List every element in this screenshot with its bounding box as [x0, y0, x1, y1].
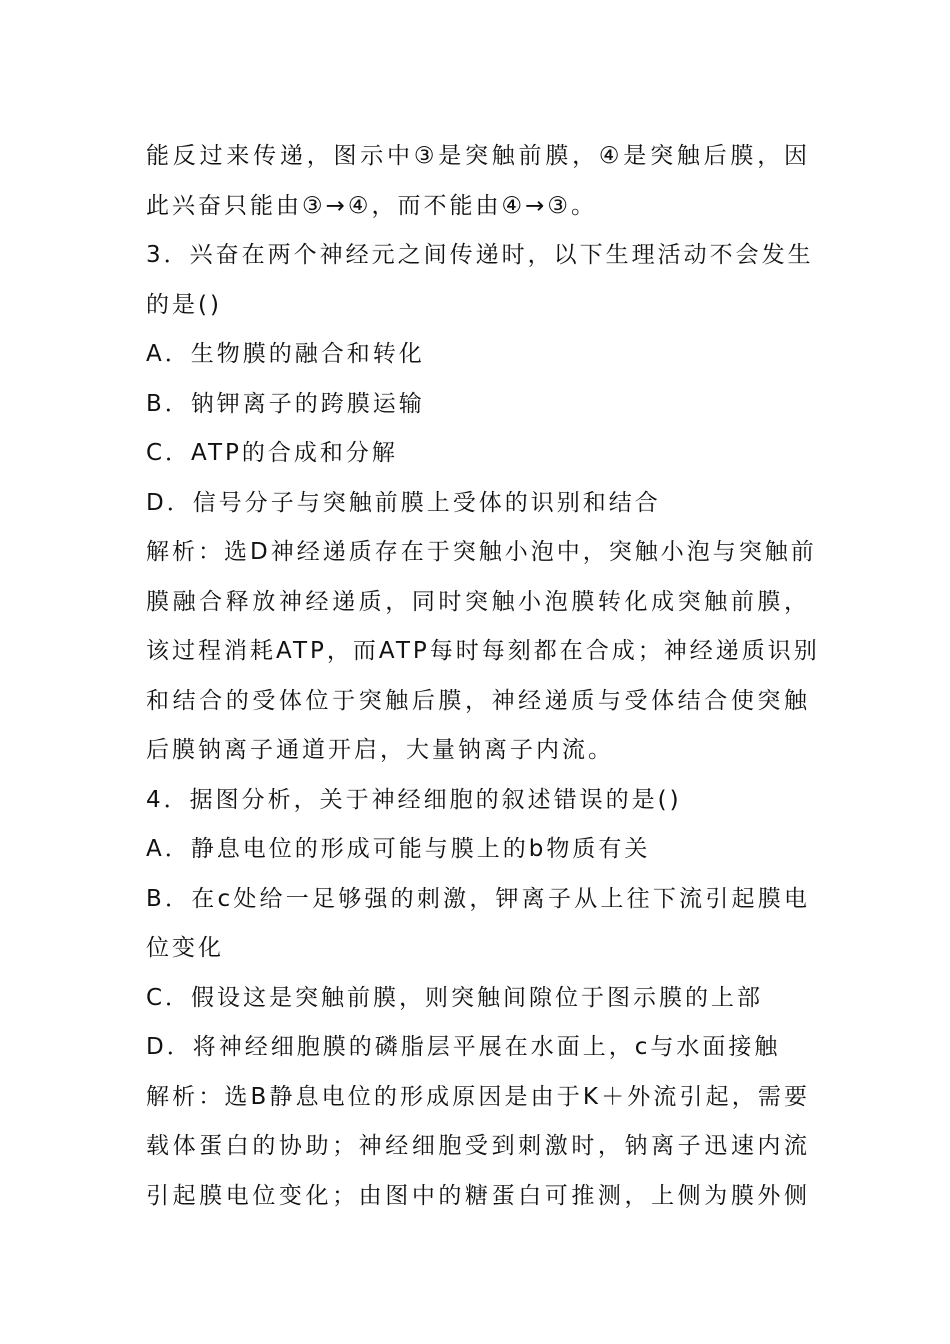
text-line: 膜融合释放神经递质，同时突触小泡膜转化成突触前膜， — [146, 588, 810, 615]
question-4-stem: 4．据图分析，关于神经细胞的叙述错误的是() — [146, 786, 682, 813]
text-line: 能反过来传递，图示中③是突触前膜，④是突触后膜，因 — [146, 143, 810, 169]
question-4-option-b: B．在c处给一足够强的刺激，钾离子从上往下流引起膜电 — [146, 885, 810, 912]
question-4-explanation: 解析：选B静息电位的形成原因是由于K＋外流引起，需要 — [146, 1083, 810, 1110]
question-3-option-a: A．生物膜的融合和转化 — [146, 341, 425, 367]
question-3-option-b: B．钠钾离子的跨膜运输 — [146, 390, 425, 417]
question-3-option-d: D．信号分子与突触前膜上受体的识别和结合 — [146, 489, 661, 516]
question-3-explanation: 解析：选D神经递质存在于突触小泡中，突触小泡与突触前 — [146, 539, 817, 565]
text-line: 和结合的受体位于突触后膜，神经递质与受体结合使突触 — [146, 687, 810, 714]
text-line: 后膜钠离子通道开启，大量钠离子内流。 — [146, 737, 614, 763]
text-line: 的是() — [146, 291, 222, 318]
document-page — [146, 132, 820, 1221]
question-3-stem: 3．兴奋在两个神经元之间传递时，以下生理活动不会发生 — [146, 242, 814, 268]
question-4-option-a: A．静息电位的形成可能与膜上的b物质有关 — [146, 836, 651, 862]
text-line: 该过程消耗ATP，而ATP每时每刻都在合成；神经递质识别 — [146, 638, 820, 664]
text-line: 引起膜电位变化；由图中的糖蛋白可推测，上侧为膜外侧 — [146, 1182, 810, 1209]
question-4-option-c: C．假设这是突触前膜，则突触间隙位于图示膜的上部 — [146, 984, 764, 1011]
text-line: 此兴奋只能由③→④，而不能由④→③。 — [146, 192, 598, 219]
text-line: 载体蛋白的协助；神经细胞受到刺激时，钠离子迅速内流 — [146, 1133, 810, 1159]
question-3-option-c: C．ATP的合成和分解 — [146, 440, 398, 466]
question-4-option-d: D．将神经细胞膜的磷脂层平展在水面上，c与水面接触 — [146, 1034, 781, 1060]
text-line: 位变化 — [146, 935, 224, 961]
